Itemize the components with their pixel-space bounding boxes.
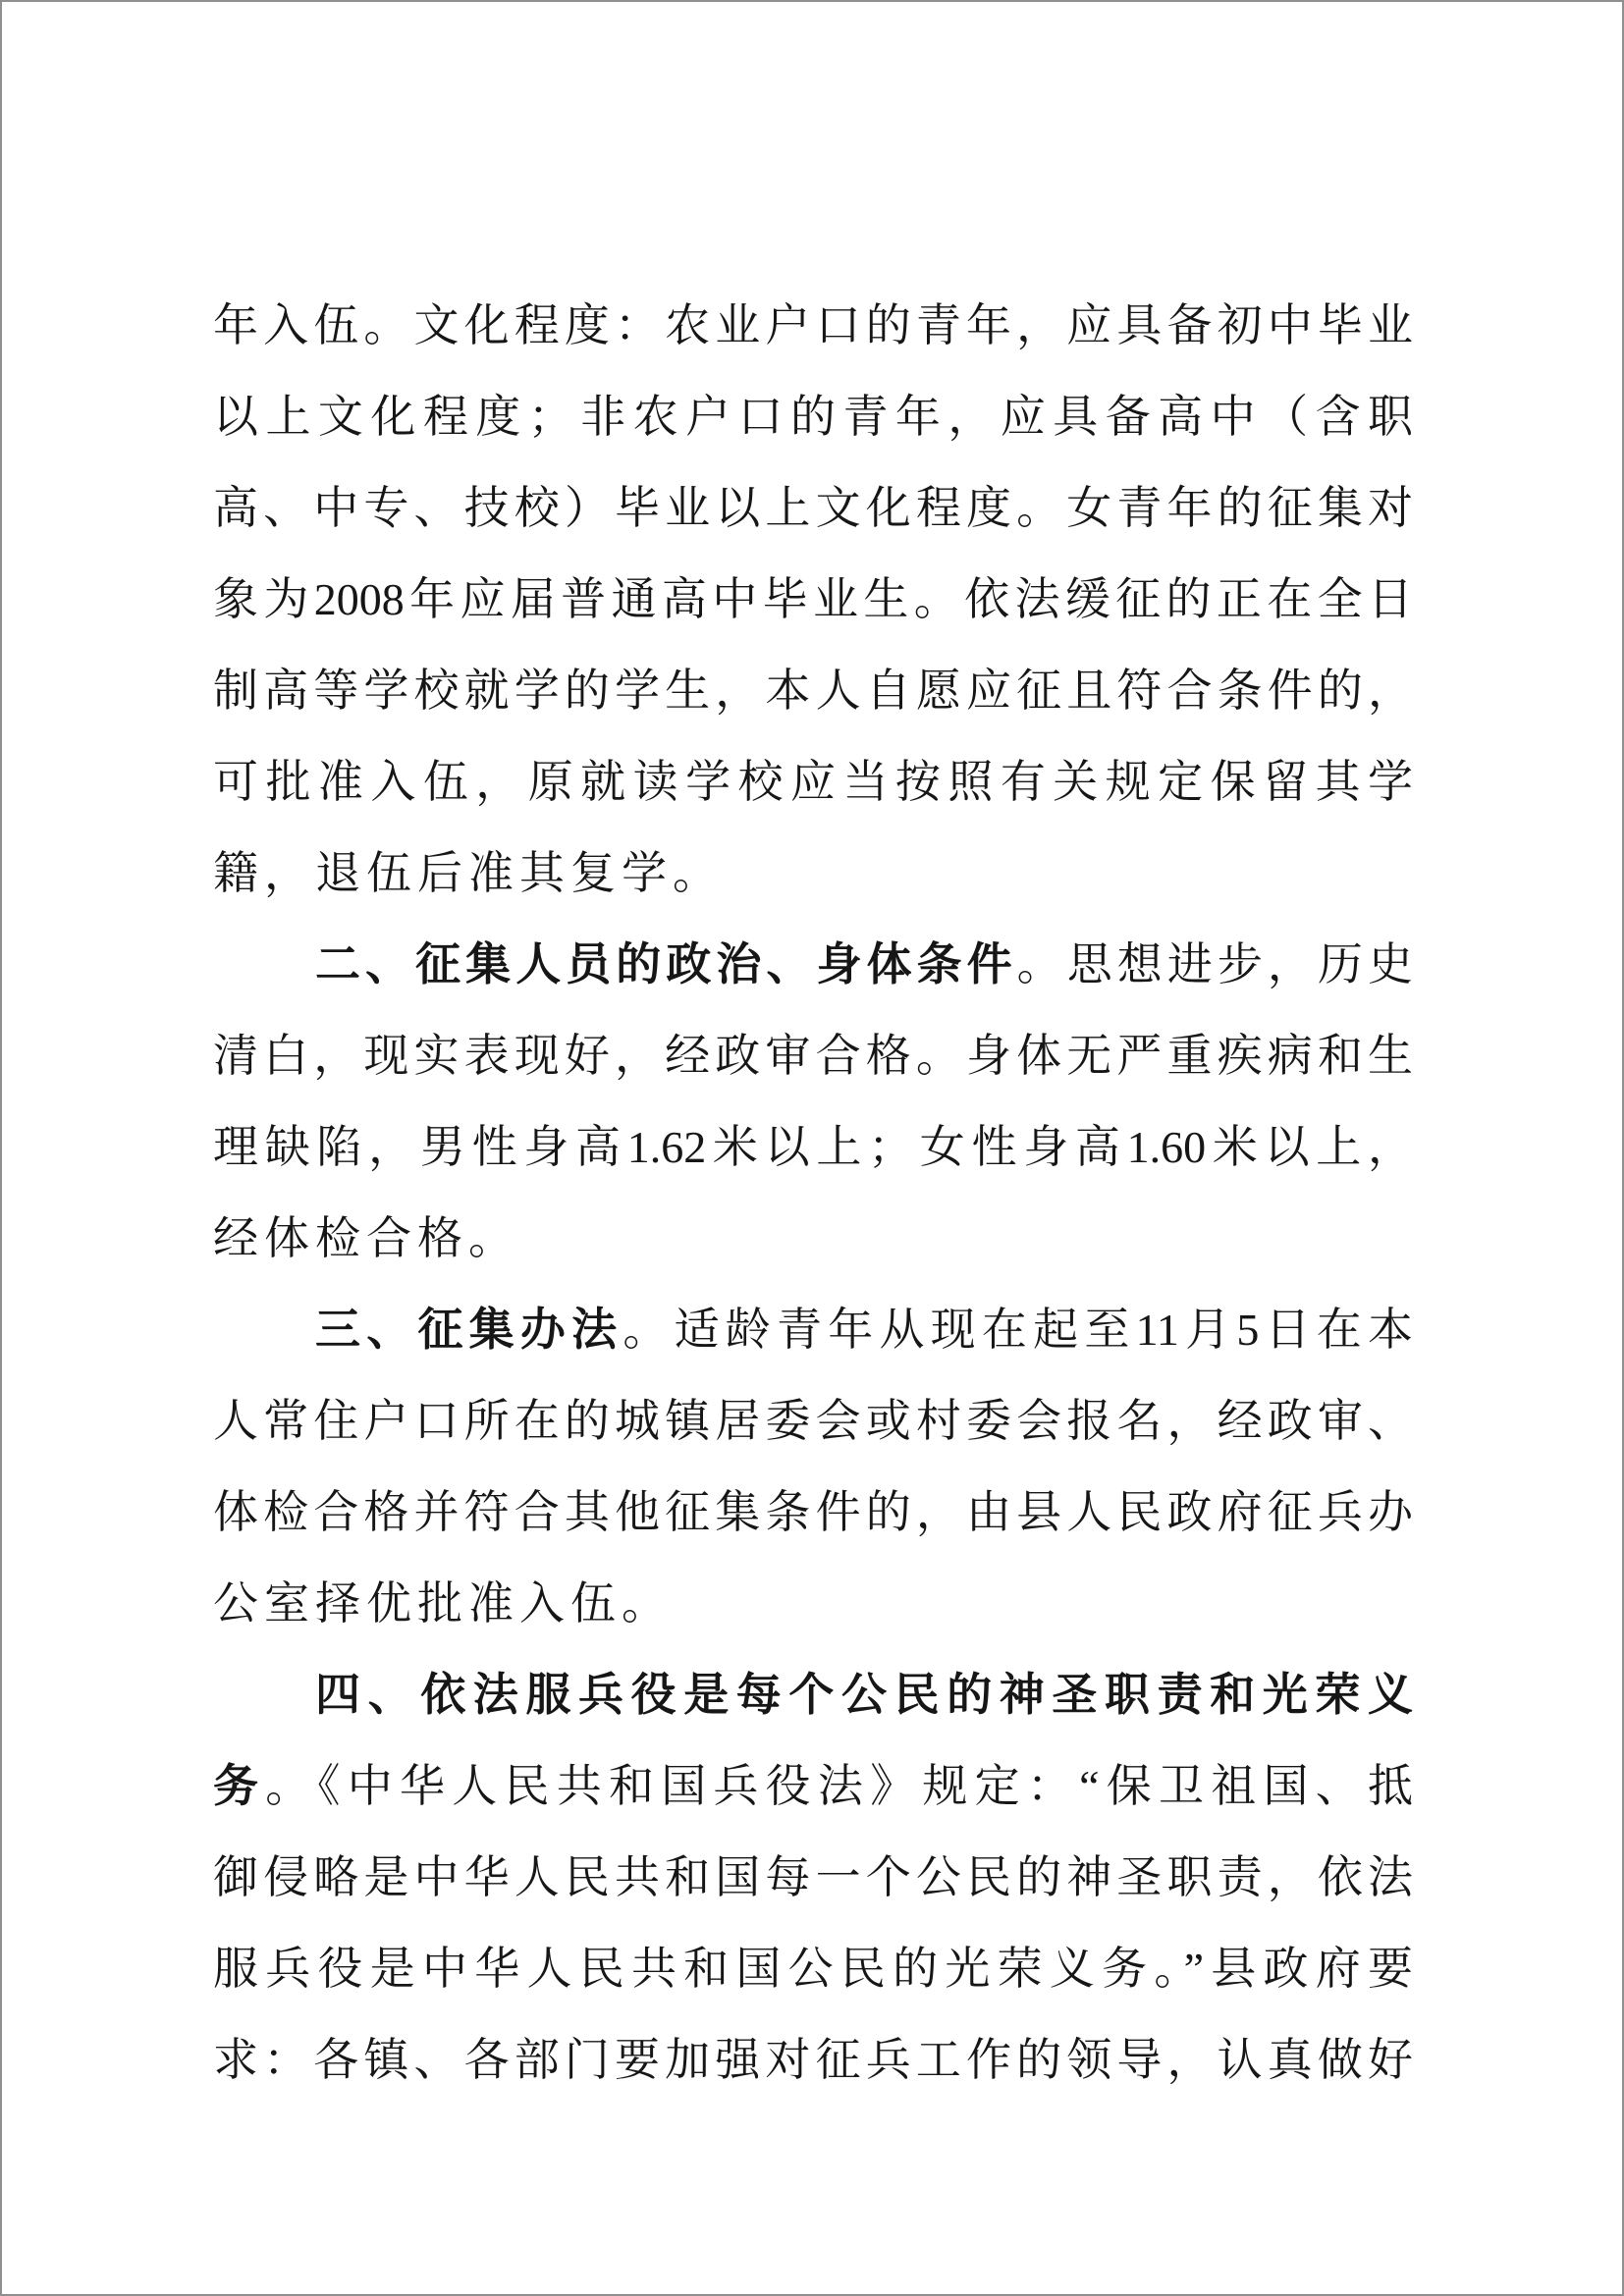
text-line <box>213 1101 1413 1193</box>
line-text: 清白，现实表现好，经政审合格。身体无严重疾病和生 <box>213 1031 1413 1081</box>
section-heading-text: 四、依法服兵役是每个公民的神圣职责和光荣义 <box>315 1669 1413 1720</box>
text-line-heading-4 <box>213 1649 1413 1740</box>
text-line <box>213 280 1413 371</box>
text-line-heading-3 <box>213 1284 1413 1375</box>
line-text: 体检合格并符合其他征集条件的，由县人民政府征兵办 <box>213 1487 1413 1537</box>
text-line <box>213 1740 1413 1832</box>
text-line <box>213 645 1413 736</box>
line-text: 年入伍。文化程度：农业户口的青年，应具备初中毕业 <box>213 300 1413 350</box>
text-line <box>213 371 1413 462</box>
line-text: 可批准入伍，原就读学校应当按照有关规定保留其学 <box>213 757 1413 807</box>
line-text: 御侵略是中华人民共和国每一个公民的神圣职责，依法 <box>213 1852 1413 1902</box>
text-line <box>213 2014 1413 2106</box>
text-line <box>213 1832 1413 1923</box>
line-text: 象为2008年应届普通高中毕业生。依法缓征的正在全日 <box>213 574 1413 624</box>
section-heading-text: 务 <box>213 1760 266 1811</box>
line-text: 以上文化程度；非农户口的青年，应具备高中（含职 <box>213 392 1413 442</box>
section-heading-text: 二、征集人员的政治、身体条件 <box>315 938 1017 989</box>
line-text: 。思想进步，历史 <box>1016 939 1413 989</box>
text-line <box>213 1558 1413 1649</box>
text-line <box>213 1375 1413 1467</box>
line-text: 公室择优批准入伍。 <box>213 1578 673 1629</box>
section-heading-text: 三、征集办法 <box>315 1304 623 1355</box>
line-text: 求：各镇、各部门要加强对征兵工作的领导，认真做好 <box>213 2035 1413 2085</box>
line-text: 制高等学校就学的学生，本人自愿应征且符合条件的， <box>213 666 1413 716</box>
text-line <box>213 1467 1413 1558</box>
document-text-block <box>213 280 1413 2106</box>
text-line-heading-2 <box>213 919 1413 1010</box>
line-text: 。《中华人民共和国兵役法》规定：“保卫祖国、抵 <box>265 1761 1413 1811</box>
line-text: 理缺陷，男性身高1.62米以上；女性身高1.60米以上， <box>213 1122 1413 1172</box>
line-text: 高、中专、技校）毕业以上文化程度。女青年的征集对 <box>213 483 1413 533</box>
line-text: 服兵役是中华人民共和国公民的光荣义务。”县政府要 <box>213 1944 1413 1994</box>
text-line <box>213 828 1413 919</box>
text-line <box>213 462 1413 554</box>
text-line <box>213 554 1413 645</box>
line-text: 经体检合格。 <box>213 1213 519 1263</box>
text-line <box>213 1923 1413 2014</box>
line-text: 籍，退伍后准其复学。 <box>213 848 724 898</box>
text-line <box>213 736 1413 828</box>
line-text: 人常住户口所在的城镇居委会或村委会报名，经政审、 <box>213 1396 1413 1446</box>
text-line <box>213 1010 1413 1101</box>
text-line <box>213 1193 1413 1284</box>
line-text: 。适龄青年从现在起至11月5日在本 <box>623 1305 1413 1355</box>
